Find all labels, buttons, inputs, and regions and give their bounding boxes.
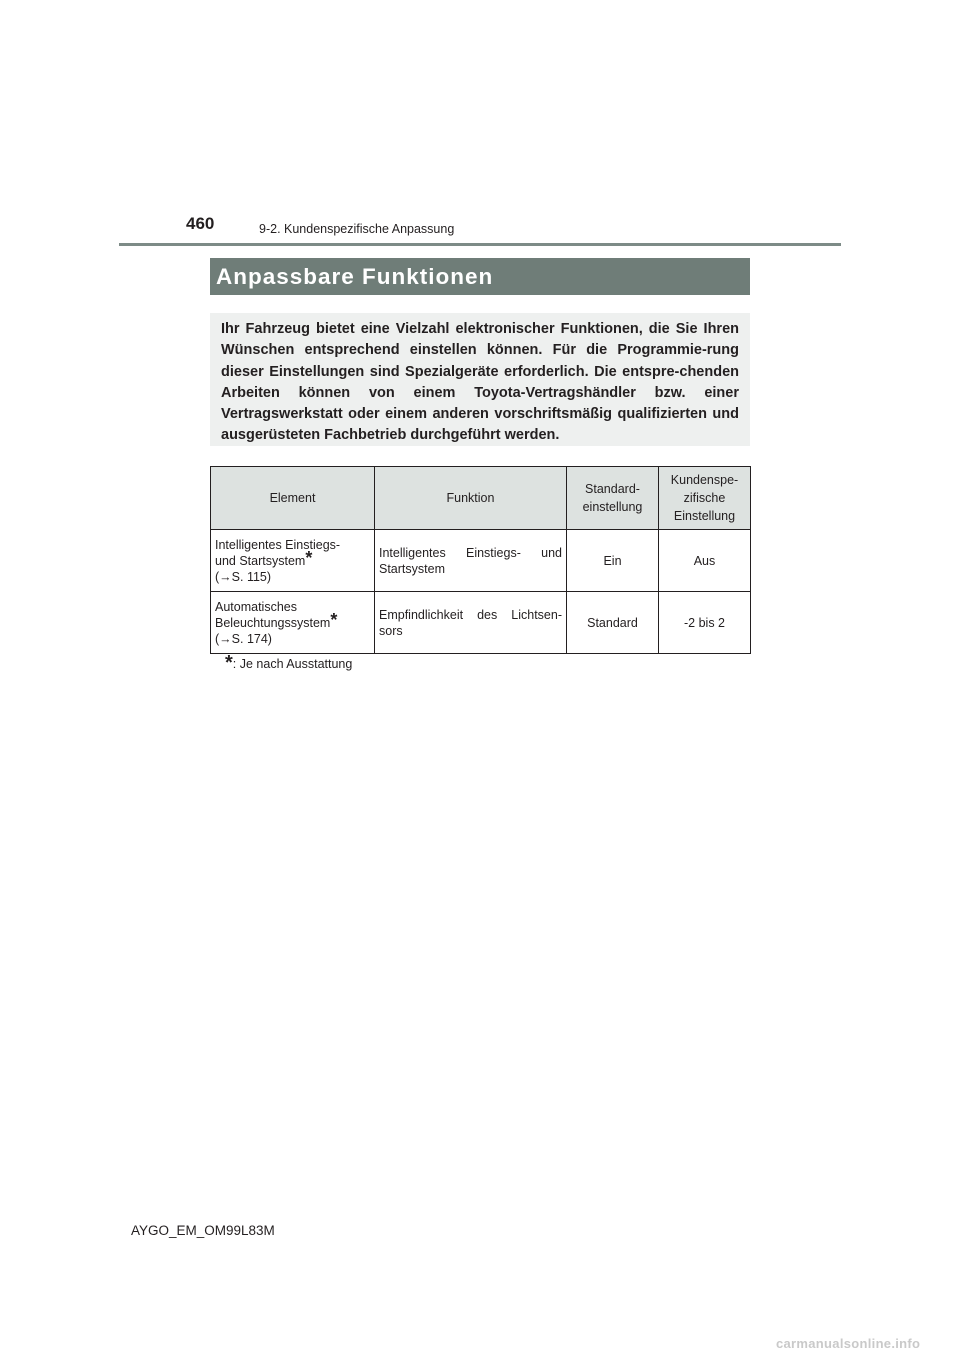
table-row (211, 530, 751, 592)
intro-text: Ihr Fahrzeug bietet eine Vielzahl elektronischer Funktionen, die Sie Ihren Wünschen entsprechend einstellen können. Für die Programmie-rung dieser Einstellungen sind Spezialgeräte erforderlich. Die entspre-chenden Arbeiten können von einem Toyota-Vertragshändler bzw. einer Vertragswerkstatt oder einem anderen vorschriftsmäßig qualifizierten und ausgerüsteten Fachbetrieb durchgeführt werden. (221, 321, 739, 444)
footnote (225, 652, 353, 674)
cell-function: Intelligentes Einstiegs- und Startsystem (375, 530, 567, 592)
cell-default: Ein (567, 530, 659, 592)
watermark-link[interactable]: carmanualsonline.info (776, 1336, 921, 1351)
footnote-marker: * (330, 609, 338, 630)
settings-table (210, 466, 751, 654)
cell-function: Empfindlichkeit des Lichtsen-sors (375, 592, 567, 654)
cell-element: Intelligentes Einstiegs- und Startsystem* (→S. 115) (211, 530, 375, 592)
cell-custom: -2 bis 2 (659, 592, 751, 654)
document-code: AYGO_EM_OM99L83M (131, 1223, 275, 1238)
footnote-marker: * (305, 547, 313, 568)
cell-default: Standard (567, 592, 659, 654)
cell-custom: Aus (659, 530, 751, 592)
header-function: Funktion (375, 467, 567, 530)
footnote-marker: * (225, 652, 233, 674)
page-reference: (→S. 115) (215, 569, 272, 584)
intro-box (210, 313, 750, 446)
section-label: 9-2. Kundenspezifische Anpassung (259, 222, 455, 236)
table-header-row (211, 467, 751, 530)
footnote-text: : Je nach Ausstattung (232, 657, 353, 671)
header-element: Element (211, 467, 375, 530)
header-custom-setting: Kundenspe- zifische Einstellung (659, 467, 751, 530)
cell-element: Automatisches Beleuchtungssystem* (→S. 174) (211, 592, 375, 654)
page-number: 460 (186, 214, 215, 233)
page-reference: (→S. 174) (215, 631, 272, 646)
section-title-bar (210, 258, 750, 295)
page-title: Anpassbare Funktionen (216, 263, 494, 289)
header-divider (119, 243, 841, 246)
table-row (211, 592, 751, 654)
header-default-setting: Standard- einstellung (567, 467, 659, 530)
